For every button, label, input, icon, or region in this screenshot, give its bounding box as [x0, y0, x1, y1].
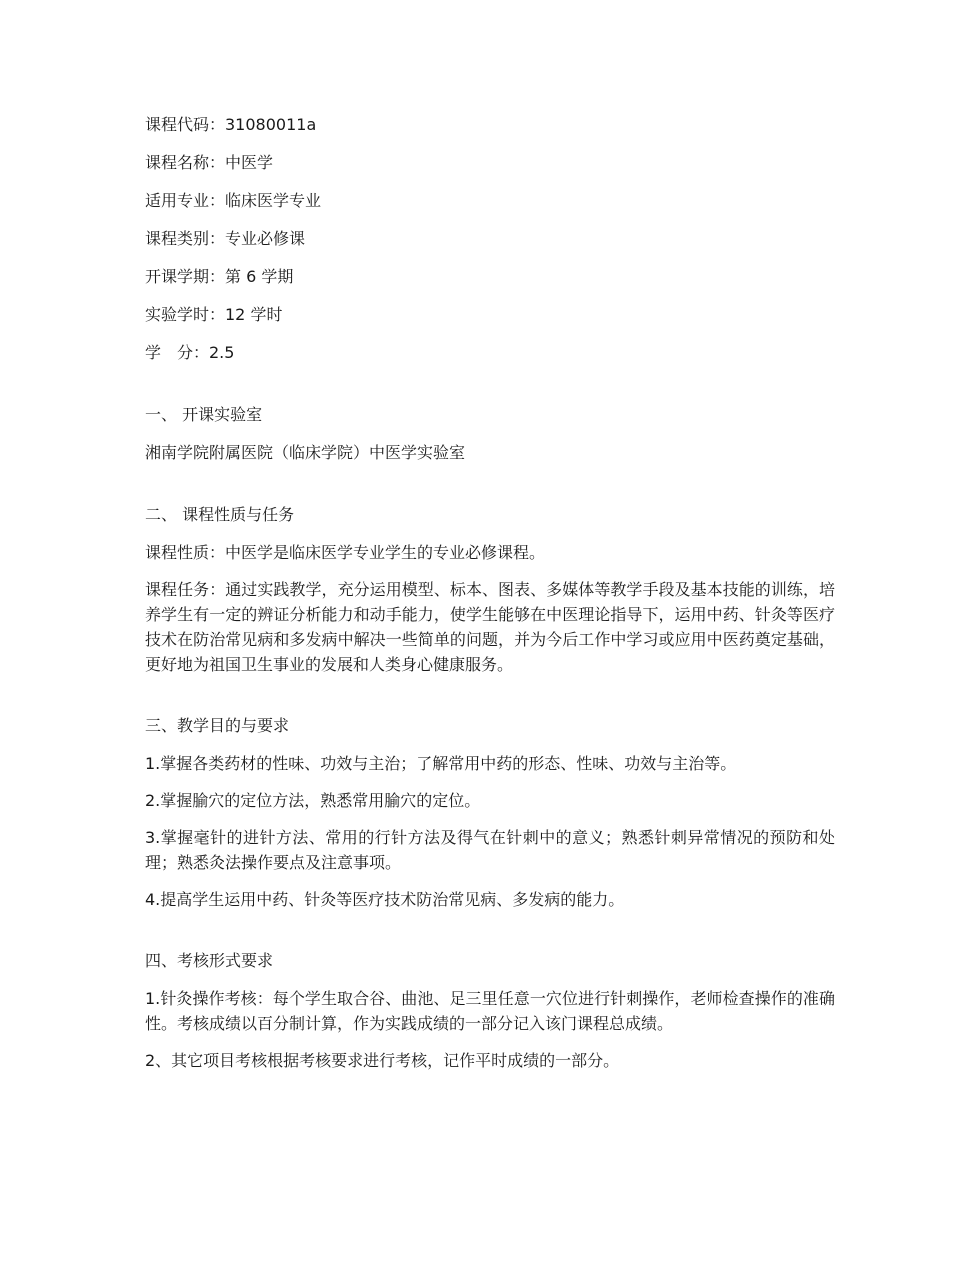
- course-category: 课程类别：专业必修课: [145, 229, 306, 248]
- section2-nature: 课程性质：中医学是临床医学专业学生的专业必修课程。: [145, 543, 546, 562]
- course-code: 课程代码：31080011a: [145, 115, 317, 134]
- section3-item-1: 1.掌握各类药材的性味、功效与主治；了解常用中药的形态、性味、功效与主治等。: [145, 754, 737, 773]
- spacer: [145, 924, 845, 948]
- section3-item-4: 4.提高学生运用中药、针灸等医疗技术防治常见病、多发病的能力。: [145, 890, 625, 909]
- spacer: [145, 378, 845, 402]
- section3-item-3: 3.掌握毫针的进针方法、常用的行针方法及得气在针刺中的意义；熟悉针刺异常情况的预防和处理；熟悉灸法操作要点及注意事项。: [145, 828, 835, 872]
- section4-item-1: 1.针灸操作考核：每个学生取合谷、曲池、足三里任意一穴位进行针刺操作，老师检查操作的准确性。考核成绩以百分制计算，作为实践成绩的一部分记入该门课程总成绩。: [145, 989, 835, 1033]
- spacer: [145, 689, 845, 713]
- course-lab-hours: 实验学时：12 学时: [145, 305, 283, 324]
- section3-item-2: 2.掌握腧穴的定位方法，熟悉常用腧穴的定位。: [145, 791, 481, 810]
- course-credits: 学 分：2.5: [145, 343, 235, 362]
- document-page: [145, 112, 845, 1085]
- course-semester: 开课学期：第 6 学期: [145, 267, 294, 286]
- course-major: 适用专业：临床医学专业: [145, 191, 322, 210]
- spacer: [145, 478, 845, 502]
- section2-heading: 二、 课程性质与任务: [145, 505, 295, 524]
- section1-heading: 一、 开课实验室: [145, 405, 263, 424]
- section4-item-2: 2、其它项目考核根据考核要求进行考核，记作平时成绩的一部分。: [145, 1051, 620, 1070]
- section3-heading: 三、教学目的与要求: [145, 716, 290, 735]
- section4-heading: 四、考核形式要求: [145, 951, 274, 970]
- course-name: 课程名称：中医学: [145, 153, 274, 172]
- section2-task: 课程任务：通过实践教学，充分运用模型、标本、图表、多媒体等教学手段及基本技能的训练，培养学生有一定的辨证分析能力和动手能力，使学生能够在中医理论指导下，运用中药、针灸等医疗技术在防治常见病和多发病中解决一些简单的问题，并为今后工作中学习或应用中医药奠定基础，更好地为祖国卫生事业的发展和人类身心健康服务。: [145, 580, 835, 674]
- section1-text: 湘南学院附属医院（临床学院）中医学实验室: [145, 443, 466, 462]
